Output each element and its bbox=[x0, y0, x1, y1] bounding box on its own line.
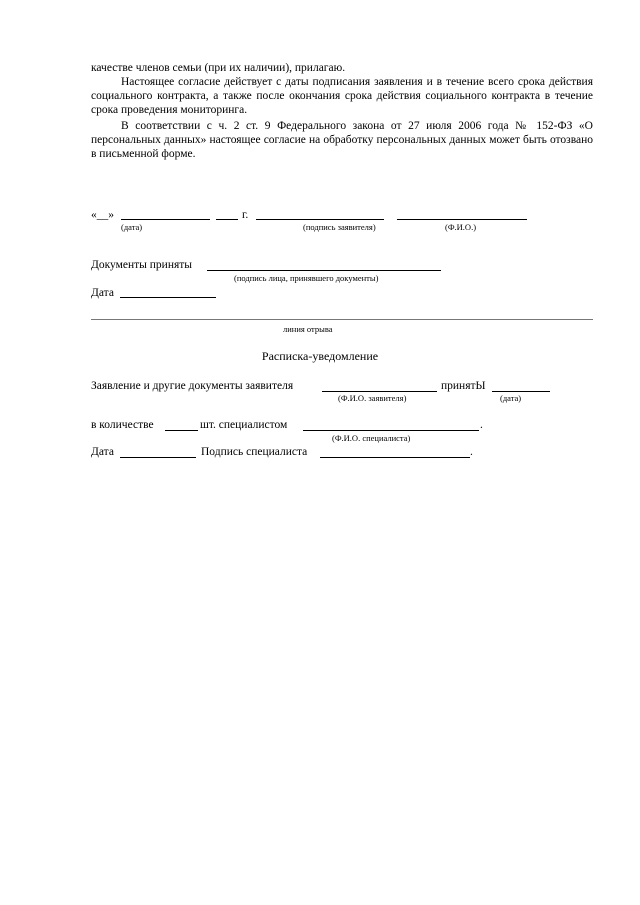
date-year-blank[interactable] bbox=[216, 219, 238, 220]
receipt-specialist-date-blank[interactable] bbox=[120, 457, 196, 458]
receipt-date-blank[interactable] bbox=[492, 391, 550, 392]
receipt-accepted-label: принятЫ bbox=[441, 380, 486, 392]
receipt-quantity-label: в количестве bbox=[91, 419, 154, 431]
caption-applicant-fio-receipt: (Ф.И.О. заявителя) bbox=[338, 393, 407, 403]
caption-date: (дата) bbox=[121, 222, 143, 232]
caption-specialist-fio: (Ф.И.О. специалиста) bbox=[332, 433, 411, 443]
receipt-title: Расписка-уведомление bbox=[261, 349, 379, 363]
paragraph-attachments: качестве членов семьи (при их наличии), прилагаю. bbox=[91, 62, 346, 74]
date-quote: «__» bbox=[91, 209, 114, 221]
receipt-date-label: Дата bbox=[91, 446, 114, 458]
paragraph-revocation: В соответствии с ч. 2 ст. 9 Федерального закона от 27 июля 2006 года № 152-ФЗ «О персональных данных» настоящее согласие на обработку персональных данных может быть отозвано в письменной форме. bbox=[91, 120, 593, 160]
cut-line bbox=[91, 319, 593, 320]
documents-accepted-label: Документы приняты bbox=[91, 259, 193, 271]
caption-accepted-signature: (подпись лица, принявшего документы) bbox=[234, 273, 379, 283]
receipt-specialist-signature-blank[interactable] bbox=[320, 457, 470, 458]
accepted-date-label: Дата bbox=[91, 287, 114, 299]
receipt-line2-end: . bbox=[480, 419, 483, 431]
applicant-fio-blank[interactable] bbox=[397, 219, 527, 220]
caption-applicant-signature: (подпись заявителя) bbox=[303, 222, 376, 232]
receipt-signature-label: Подпись специалиста bbox=[201, 446, 308, 458]
receipt-line1-label: Заявление и другие документы заявителя bbox=[91, 380, 294, 392]
receipt-specialist-label: шт. специалистом bbox=[200, 419, 288, 431]
applicant-signature-blank[interactable] bbox=[256, 219, 384, 220]
receipt-line3-end: . bbox=[470, 446, 473, 458]
caption-applicant-fio: (Ф.И.О.) bbox=[445, 222, 477, 232]
accepted-signature-blank[interactable] bbox=[207, 270, 441, 271]
receipt-quantity-blank[interactable] bbox=[165, 430, 198, 431]
receipt-specialist-fio-blank[interactable] bbox=[303, 430, 479, 431]
year-suffix: г. bbox=[242, 209, 249, 221]
receipt-applicant-fio-blank[interactable] bbox=[322, 391, 437, 392]
accepted-date-blank[interactable] bbox=[120, 297, 216, 298]
paragraph-validity: Настоящее согласие действует с даты подписания заявления и в течение всего срока действия социального контракта, а также после окончания срока действия социального контракта в течение срока проведения мониторинга. bbox=[91, 76, 593, 116]
date-month-blank[interactable] bbox=[121, 219, 210, 220]
cut-line-label: линия отрыва bbox=[283, 324, 333, 334]
caption-receipt-date: (дата) bbox=[500, 393, 522, 403]
